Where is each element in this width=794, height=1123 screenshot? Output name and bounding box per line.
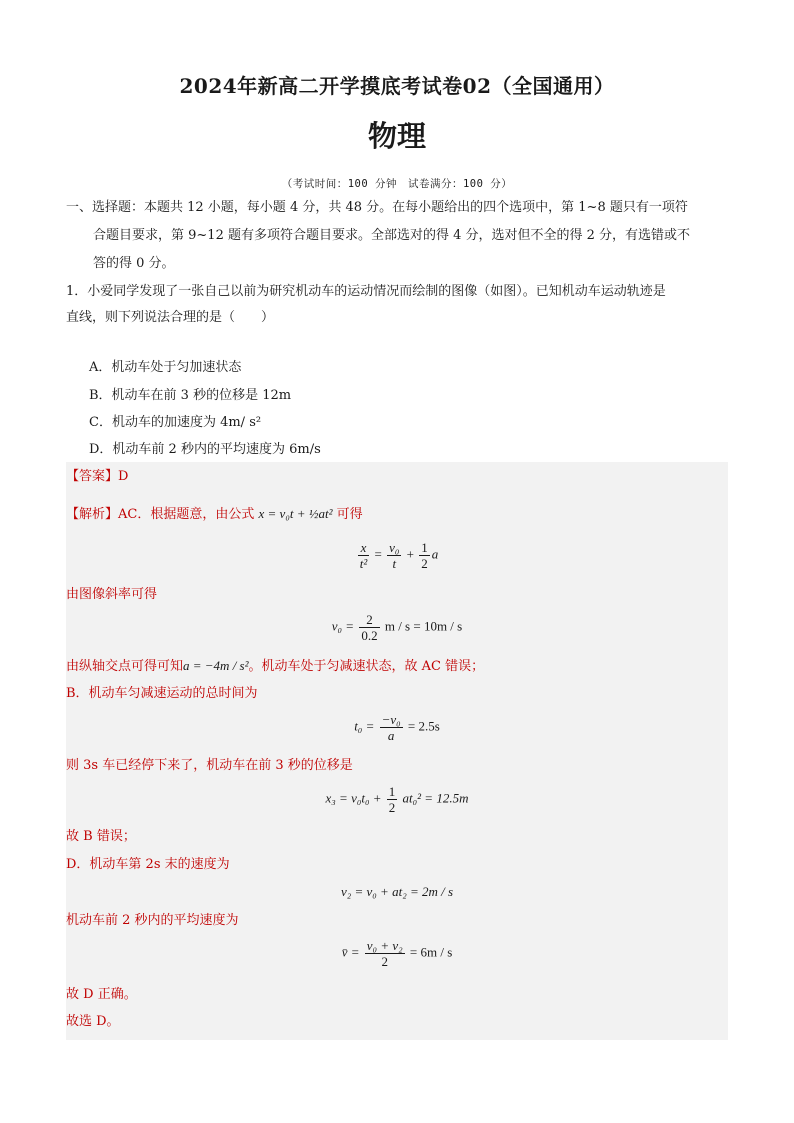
analysis-line9: 故 D 正确。 bbox=[66, 987, 137, 1002]
eq1-equals: = bbox=[374, 546, 382, 562]
eq4-frac-num: 1 bbox=[388, 784, 396, 799]
eq6-frac bbox=[365, 938, 405, 969]
eq4-tail: at₀² = 12.5m bbox=[402, 790, 469, 806]
equation-1 bbox=[66, 540, 728, 571]
eq3-head: t₀ = bbox=[354, 718, 375, 734]
eq1-frac-a-den: t² bbox=[359, 556, 368, 571]
section-instructions-line1: 一、选择题：本题共 12 小题，每小题 4 分，共 48 分。在每小题给出的四个选项中，第 1~8 题只有一项符 bbox=[66, 200, 688, 215]
analysis-line7: D．机动车第 2s 末的速度为 bbox=[66, 857, 230, 872]
analysis-line3-tail: 。机动车处于匀减速状态，故 AC 错误； bbox=[248, 659, 485, 674]
eq4-head: x₃ = v₀t₀ + bbox=[325, 790, 382, 806]
analysis-line1 bbox=[66, 504, 363, 525]
eq6-head: v̄ = bbox=[341, 944, 360, 960]
analysis-line3-head: 由纵轴交点可得可知 bbox=[66, 659, 184, 674]
equation-5: v₂ = v₀ + at₂ = 2m / s bbox=[340, 884, 454, 899]
eq1-tail: a bbox=[431, 546, 439, 562]
answer-label: 【答案】 bbox=[66, 469, 119, 484]
formula-acceleration: a = −4m / s² bbox=[183, 658, 249, 673]
eq2-frac-den: 0.2 bbox=[361, 628, 378, 643]
eq1-frac-a-num: x bbox=[358, 540, 370, 556]
eq2-head: v₀ = bbox=[331, 618, 355, 634]
formula-displacement: x = v₀t + ½at² bbox=[258, 506, 333, 521]
eq1-frac-a bbox=[358, 540, 370, 571]
analysis-label: 【解析】 bbox=[66, 507, 119, 522]
eq1-frac-b-den: t bbox=[392, 556, 397, 571]
analysis-line6: 故 B 错误； bbox=[66, 829, 136, 844]
option-a: A．机动车处于匀加速状态 bbox=[89, 360, 242, 375]
analysis-line3 bbox=[66, 656, 484, 677]
answer-line bbox=[66, 467, 128, 487]
analysis-line5: 则 3s 车已经停下来了，机动车在前 3 秒的位移是 bbox=[66, 758, 353, 773]
section-instructions-line3: 答的得 0 分。 bbox=[93, 256, 175, 271]
equation-4 bbox=[66, 784, 728, 815]
eq4-frac-den: 2 bbox=[388, 800, 396, 815]
eq1-frac-b bbox=[387, 540, 401, 571]
eq1-frac-c-den: 2 bbox=[421, 556, 428, 571]
eq2-frac-num: 2 bbox=[359, 612, 379, 628]
eq1-frac-b-num: v₀ bbox=[389, 540, 400, 555]
analysis-line2: 由图像斜率可得 bbox=[66, 587, 158, 602]
subject-title: 物理 bbox=[367, 119, 426, 153]
analysis-tail: 可得 bbox=[336, 507, 363, 522]
analysis-line8: 机动车前 2 秒内的平均速度为 bbox=[66, 913, 239, 928]
eq6-tail: = 6m / s bbox=[409, 944, 453, 960]
analysis-text: AC．根据题意，由公式 bbox=[118, 507, 255, 522]
equation-3 bbox=[66, 712, 728, 743]
eq1-frac-c-num: 1 bbox=[421, 540, 428, 555]
question-text-line2: 直线，则下列说法合理的是（ ） bbox=[66, 310, 275, 325]
eq3-tail: = 2.5s bbox=[407, 718, 440, 734]
eq3-frac-num: −v₀ bbox=[381, 712, 401, 727]
exam-title: 2024年新高二开学摸底考试卷02（全国通用） bbox=[179, 74, 615, 98]
option-c: C．机动车的加速度为 4m/ s² bbox=[89, 415, 262, 430]
eq6-frac-den: 2 bbox=[381, 954, 388, 969]
eq3-frac bbox=[380, 712, 403, 743]
eq2-frac bbox=[359, 612, 379, 643]
analysis-line10: 故选 D。 bbox=[66, 1014, 120, 1029]
answer-value: D bbox=[118, 469, 129, 484]
exam-meta: （考试时间：100 分钟 试卷满分：100 分） bbox=[281, 178, 513, 190]
eq1-frac-c bbox=[419, 540, 430, 571]
section-instructions-line2: 合题目要求，第 9~12 题有多项符合题目要求。全部选对的得 4 分，选对但不全的得 2 分，有选错或不 bbox=[93, 228, 691, 243]
equation-6 bbox=[66, 938, 728, 969]
eq4-frac bbox=[387, 784, 398, 815]
option-d: D．机动车前 2 秒内的平均速度为 6m/s bbox=[89, 442, 321, 457]
eq6-frac-num: v₀ + v₂ bbox=[366, 938, 403, 953]
eq2-tail: m / s = 10m / s bbox=[384, 618, 463, 634]
eq3-frac-den: a bbox=[387, 728, 395, 743]
option-b: B．机动车在前 3 秒的位移是 12m bbox=[89, 388, 292, 403]
question-text-line1: 1．小爱同学发现了一张自己以前为研究机动车的运动情况而绘制的图像（如图）。已知机动车运动轨迹是 bbox=[66, 284, 666, 299]
analysis-line4: B．机动车匀减速运动的总时间为 bbox=[66, 686, 258, 701]
eq1-plus: + bbox=[406, 546, 414, 562]
equation-2 bbox=[66, 612, 728, 643]
